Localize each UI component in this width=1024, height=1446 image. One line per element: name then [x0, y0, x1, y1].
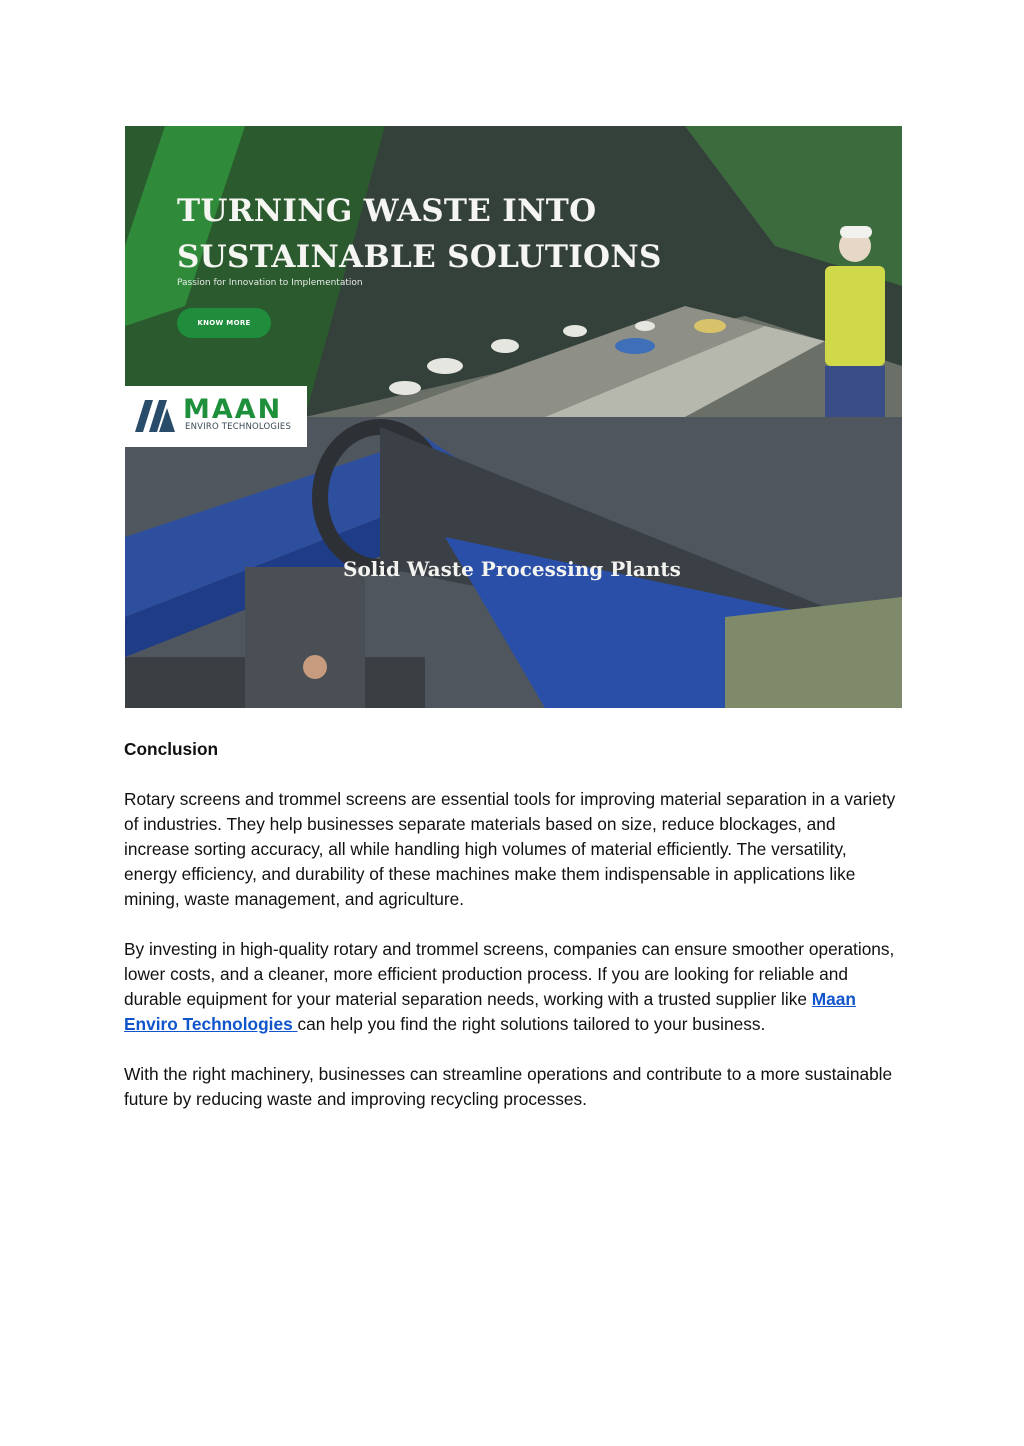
paragraph-2 [124, 937, 904, 1037]
paragraph-3: With the right machinery, businesses can streamline operations and contribute to a more sustainable future by reducing waste and improving recycling processes. [124, 1064, 893, 1109]
paragraph-2-text-before: By investing in high-quality rotary and trommel screens, companies can ensure smoother operations, lower costs, and a cleaner, more efficient production process. If you are looking for reliable and durable equipment for your material separation needs, working with a trusted supplier like [124, 939, 895, 1009]
logo-subtitle: ENVIRO TECHNOLOGIES [185, 422, 292, 432]
trommel-plant-panel [125, 417, 902, 708]
section-heading: Conclusion [124, 739, 219, 759]
hero-image [125, 126, 902, 708]
paragraph-1: Rotary screens and trommel screens are essential tools for improving material separation in a variety of industries. They help businesses separate materials based on size, reduce blockages, and increase sorting accuracy, all while handling high volumes of material efficiently. The versatility, energy efficiency, and durability of these machines make them indispensable in applications like mining, waste management, and agriculture. [124, 789, 896, 909]
maan-logo-icon [133, 398, 177, 434]
maan-enviro-link[interactable]: Maan Enviro Technologies [124, 989, 856, 1034]
logo-wordmark: MAAN [183, 394, 283, 425]
hero-tagline: Passion for Innovation to Implementation [177, 278, 363, 288]
recycling-line-panel [125, 126, 902, 417]
hero-headline-line-1: TURNING WASTE INTO [177, 193, 597, 229]
hero-headline-line-2: SUSTAINABLE SOLUTIONS [177, 239, 662, 275]
company-logo [125, 386, 307, 447]
panel-title: Solid Waste Processing Plants [343, 557, 681, 581]
hero-headline [177, 188, 662, 280]
paragraph-2-text-after: can help you find the right solutions tailored to your business. [297, 1014, 766, 1034]
document-body [124, 737, 904, 1137]
know-more-button[interactable]: KNOW MORE [177, 308, 271, 338]
